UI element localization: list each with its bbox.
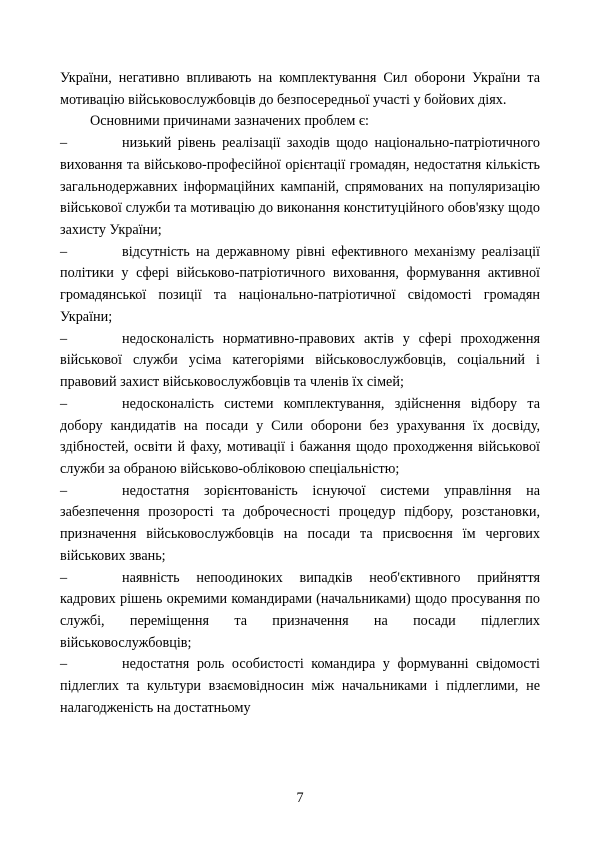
- list-item: [60, 133, 540, 242]
- dash-marker: –: [60, 330, 68, 347]
- list-item: [60, 568, 540, 655]
- list-item-text: недосконалість нормативно-правових актів у сфері проходження військової служби усіма категоріями військовослужбовців, соціальний і правовий захист військовослужбовців та членів їх сімей;: [60, 330, 540, 391]
- list-item-text: недостатня роль особистості командира у формуванні свідомості підлеглих та культури взаємовідносин між начальниками і підлеглими, не налагодженість на достатньому: [60, 656, 540, 716]
- page-number: 7: [296, 790, 304, 806]
- list-item: [60, 654, 540, 719]
- dash-marker: –: [60, 243, 68, 260]
- page-body: [60, 68, 540, 720]
- paragraph-continuation: України, негативно впливають на комплектування Сил оборони України та мотивацію військовослужбовців до безпосередньої участі у бойових діях.: [60, 70, 540, 108]
- dash-marker: –: [60, 135, 68, 152]
- dash-marker: –: [60, 482, 68, 499]
- dash-marker: –: [60, 569, 68, 586]
- list-item-text: недостатня зорієнтованість існуючої системи управління на забезпечення прозорості та доброчесності процедур підбору, розстановки, призначення військовослужбовців на посади та присвоєння їм чергових військових звань;: [60, 482, 540, 564]
- list-item-text: наявність непоодиноких випадків необ'єктивного прийняття кадрових рішень окремими командирами (начальниками) щодо просування по службі, переміщення та призначення на посади підлеглих військовослужбовців;: [60, 569, 540, 651]
- dash-marker: –: [60, 395, 68, 412]
- list-item: [60, 329, 540, 394]
- dash-marker: –: [60, 656, 68, 673]
- list-item-text: відсутність на державному рівні ефективного механізму реалізації політики у сфері військово-патріотичного виховання, формування активної громадянської позиції та національно-патріотичної свідомості громадян України;: [60, 243, 540, 325]
- list-item: [60, 242, 540, 329]
- paragraph-intro: Основними причинами зазначених проблем є:: [90, 113, 369, 130]
- list-item: [60, 394, 540, 481]
- list-item-text: низький рівень реалізації заходів щодо національно-патріотичного виховання та військово-професійної орієнтації громадян, недостатня кількість загальнодержавних інформаційних кампаній, спрямованих на популяризацію військової служби та мотивацію до виконання конституційного обов'язку щодо захисту України;: [60, 135, 540, 239]
- list-item: [60, 481, 540, 568]
- list-item-text: недосконалість системи комплектування, здійснення відбору та добору кандидатів на посади у Сили оборони без урахування їх досвіду, здібностей, освіти й фаху, мотивації і бажання щодо проходження військової служби за обраною військово-обліковою спеціальністю;: [60, 395, 540, 477]
